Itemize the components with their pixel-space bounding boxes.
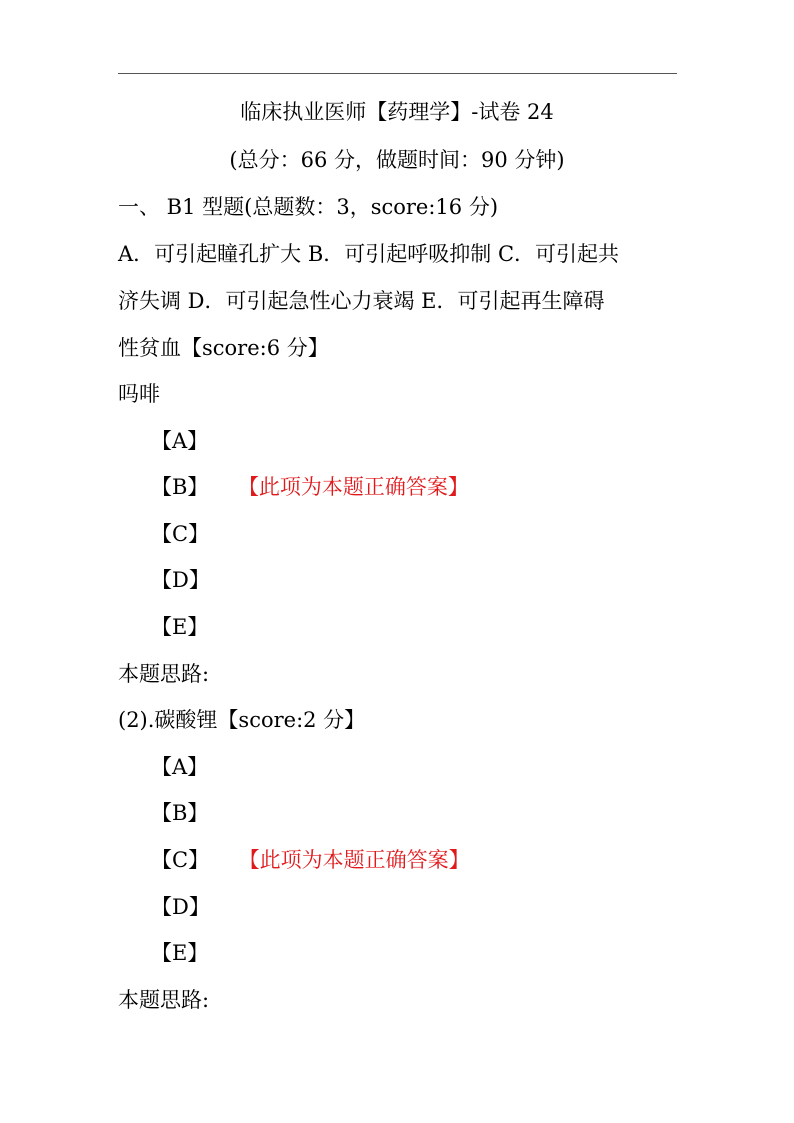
- option-label: 【B】: [151, 475, 209, 499]
- question-1-analysis-label: 本题思路:: [118, 662, 210, 686]
- stem-line-3: 性贫血【score:6 分】: [118, 336, 329, 360]
- question-2-text: (2).碳酸锂【score:2 分】: [118, 708, 366, 732]
- question-2-option-e: 【E】: [151, 941, 209, 965]
- stem-line-1: A．可引起瞳孔扩大 B．可引起呼吸抑制 C．可引起共: [118, 242, 620, 266]
- page-subtitle: (总分：66 分，做题时间：90 分钟): [229, 148, 565, 172]
- option-label: 【C】: [151, 848, 210, 872]
- question-2-option-c: [151, 845, 721, 875]
- question-1-option-a: 【A】: [151, 429, 209, 453]
- question-1-text: 吗啡: [118, 382, 160, 406]
- stem-line-2: 济失调 D．可引起急性心力衰竭 E．可引起再生障碍: [118, 289, 605, 313]
- correct-answer-mark: 【此项为本题正确答案】: [248, 475, 469, 499]
- section-heading: 一、 B1 型题(总题数：3，score:16 分): [118, 195, 499, 219]
- question-2-option-a: 【A】: [151, 755, 209, 779]
- question-2-option-d: 【D】: [151, 895, 210, 919]
- question-1-option-b: [151, 472, 721, 502]
- question-1-option-e: 【E】: [151, 615, 209, 639]
- question-1-option-c: 【C】: [151, 522, 210, 546]
- correct-answer-mark: 【此项为本题正确答案】: [249, 848, 470, 872]
- question-2-analysis-label: 本题思路:: [118, 988, 210, 1012]
- header-rule: [118, 73, 677, 74]
- question-2-option-b: 【B】: [151, 801, 209, 825]
- page-title: 临床执业医师【药理学】-试卷 24: [240, 100, 554, 124]
- question-1-option-d: 【D】: [151, 568, 210, 592]
